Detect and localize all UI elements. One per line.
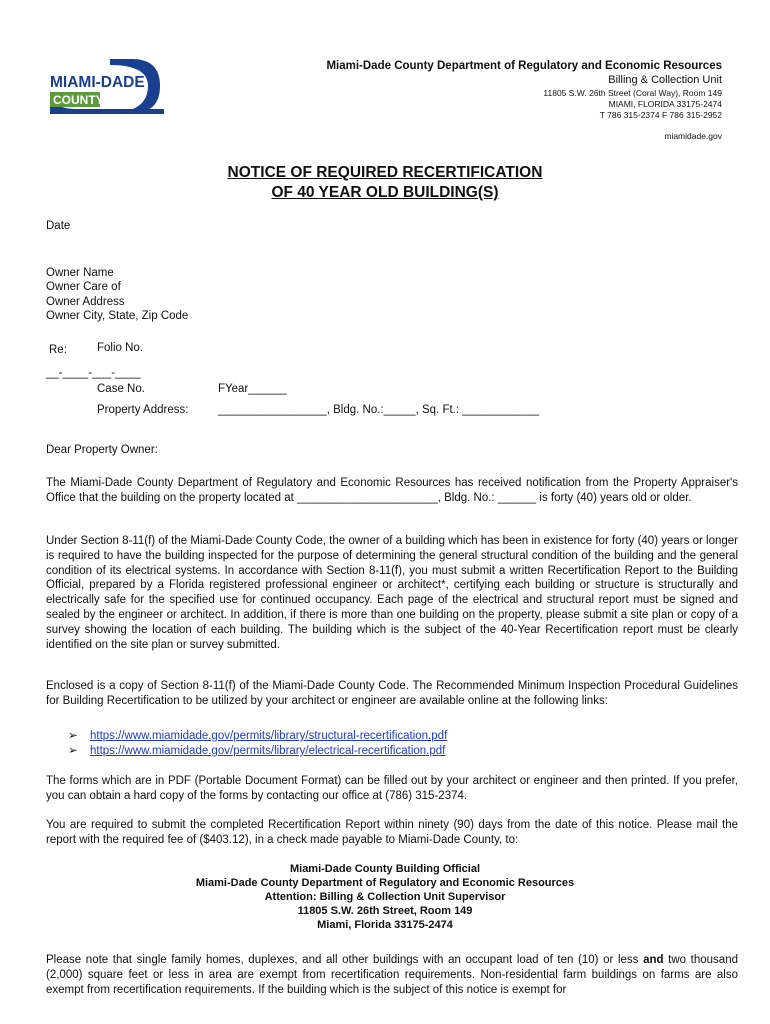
page-title-line1: NOTICE OF REQUIRED RECERTIFICATION xyxy=(227,164,543,181)
structural-recertification-link[interactable]: https://www.miamidade.gov/permits/library/structural-recertification.pdf xyxy=(90,730,448,742)
page-title-line2: OF 40 YEAR OLD BUILDING(S) xyxy=(271,184,499,201)
header-website: miamidade.gov xyxy=(664,131,722,141)
header-unit: Billing & Collection Unit xyxy=(608,74,722,86)
miami-dade-logo xyxy=(48,57,164,115)
mail-to-line1: Miami-Dade County Building Official xyxy=(289,863,481,875)
header-street: 11805 S.W. 26th Street (Coral Way), Room 149 xyxy=(543,88,722,98)
paragraph-notification: The Miami-Dade County Department of Regulatory and Economic Resources has received notification from the Property Appraiser's Office that the building on the property located at ______________________, Bldg. No.: ______ is forty (40) years old or older. xyxy=(46,477,738,504)
header-department: Miami-Dade County Department of Regulatory and Economic Resources xyxy=(326,60,722,72)
owner-name: Owner Name xyxy=(46,267,114,279)
logo-text-miami-dade: MIAMI-DADE xyxy=(50,74,145,91)
folio-blank: __-____-___-____ xyxy=(46,367,141,379)
mail-to-line3: Attention: Billing & Collection Unit Supervisor xyxy=(264,891,506,903)
owner-address: Owner Address xyxy=(46,296,125,308)
paragraph-exemptions xyxy=(46,953,738,997)
property-address-blanks: _________________, Bldg. No.:_____, Sq. Ft.: ____________ xyxy=(218,404,539,416)
link-item xyxy=(68,743,445,757)
paragraph-section-8-11f: Under Section 8-11(f) of the Miami-Dade County Code, the owner of a building which has been in existence for forty (40) years or longer is required to have the building inspected for the purpose of determining the general structural condition of the building and the general condition of its electrical systems. In accordance with Section 8-11(f), you must submit a written Recertification Report to the Building Official, prepared by a Florida registered professional engineer or architect*, certifying each building or structure is structurally and electrically safe for the specified use for continued occupancy. Each page of the electrical and structural report must be signed and sealed by the engineer or architect. In addition, if there is more than one building on the property, please submit a site plan or copy of a survey showing the location of each building. The building which is the subject of the 40-Year Recertification report must be clearly identified on the site plan or survey submitted. xyxy=(46,535,738,651)
fyear-field: FYear______ xyxy=(218,383,287,395)
paragraph-pdf-forms: The forms which are in PDF (Portable Document Format) can be filled out by your architect or engineer and then printed. If you prefer, you can obtain a hard copy of the forms by contacting our office at (786) 315-2374. xyxy=(46,775,738,802)
property-address-label: Property Address: xyxy=(97,404,189,416)
folio-label: Folio No. xyxy=(97,342,144,354)
mail-to-line5: Miami, Florida 33175-2474 xyxy=(317,919,453,931)
case-label: Case No. xyxy=(97,383,145,395)
owner-care-of: Owner Care of xyxy=(46,281,121,293)
mail-to-line2: Miami-Dade County Department of Regulatory and Economic Resources xyxy=(195,877,575,889)
salutation: Dear Property Owner: xyxy=(46,444,158,456)
arrow-bullet-icon: ➢ xyxy=(68,730,78,742)
exemption-text-start: Please note that single family homes, duplexes, and all other buildings with an occupant load of ten (10) or less xyxy=(46,954,644,966)
exemption-and-bold: and xyxy=(643,954,664,966)
date-label: Date xyxy=(46,220,71,232)
link-item xyxy=(68,728,447,742)
arrow-bullet-icon: ➢ xyxy=(68,745,78,757)
logo-text-county: COUNTY xyxy=(53,93,104,107)
header-city: MIAMI, FLORIDA 33175-2474 xyxy=(608,99,722,109)
re-label: Re: xyxy=(49,344,67,356)
owner-city-state-zip: Owner City, State, Zip Code xyxy=(46,310,189,322)
electrical-recertification-link[interactable]: https://www.miamidade.gov/permits/library/electrical-recertification.pdf xyxy=(90,745,446,757)
header-phone: T 786 315-2374 F 786 315-2952 xyxy=(599,110,722,120)
exemption-text-end: two thousand (2,000) square feet or less in area are exempt from recertification requirements. Non-residential farm buildings on farms are also exempt from recertification requirements. If the building which is the subject of this notice is exempt for xyxy=(46,954,738,996)
mail-to-line4: 11805 S.W. 26th Street, Room 149 xyxy=(297,905,473,917)
mail-to-address xyxy=(0,862,770,932)
paragraph-submit-report: You are required to submit the completed Recertification Report within ninety (90) days from the date of this notice. Please mail the report with the required fee of ($403.12), in a check made payable to Miami-Dade County, to: xyxy=(46,819,738,846)
paragraph-enclosed: Enclosed is a copy of Section 8-11(f) of the Miami-Dade County Code. The Recommended Minimum Inspection Procedural Guidelines for Building Recertification to be utilized by your architect or engineer are available online at the following links: xyxy=(46,680,738,707)
